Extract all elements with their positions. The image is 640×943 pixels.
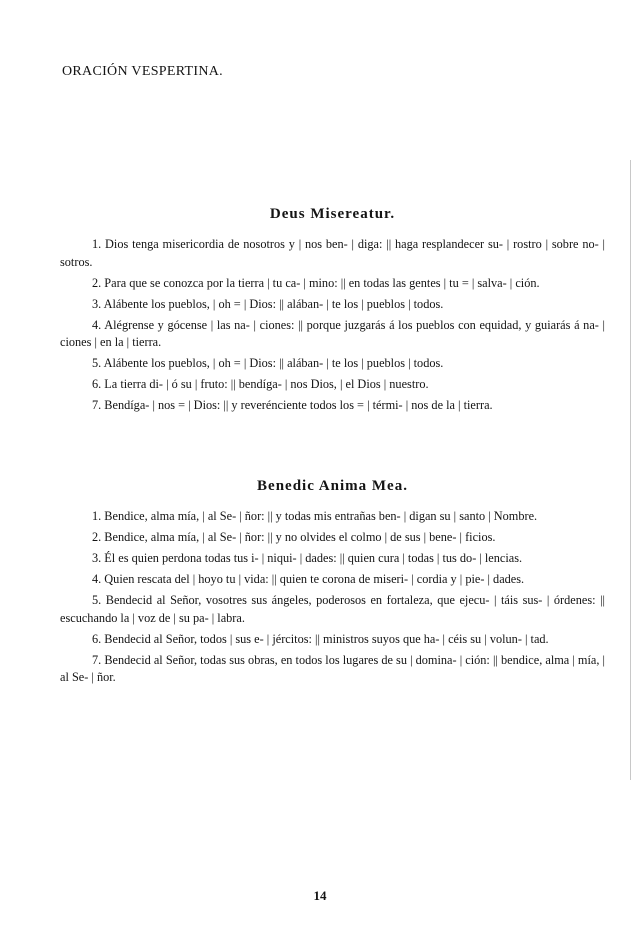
verse: 6. Bendecid al Señor, todos | sus e- | jércitos: || ministros suyos que ha- | céis su | volun- | tad. — [92, 631, 549, 646]
verse: 7. Bendíga- | nos = | Dios: || y reverénciente todos los = | térmi- | nos de la | tierra. — [92, 398, 493, 412]
verse: 7. Bendecid al Señor, todas sus obras, en todos los lugares de su | domina- | ción: || bendice, alma | mía, | al Se- | ñor. — [60, 652, 605, 684]
verse: 1. Dios tenga misericordia de nosotros y | nos ben- | diga: || haga resplandecer su- | rostro | sobre no- | sotros. — [60, 237, 605, 269]
verse: 5. Bendecid al Señor, vosotres sus ángeles, poderosos en fortaleza, que ejecu- | táis sus- | órdenes: || escuchando la | voz de | su pa- | labra. — [60, 593, 605, 625]
verse: 4. Quien rescata del | hoyo tu | vida: || quien te corona de miseri- | cordia y | pie- | dades. — [92, 572, 525, 586]
verse: 2. Para que se conozca por la tierra | tu ca- | mino: || en todas las gentes | tu = | salva- | ción. — [92, 275, 540, 290]
psalm-benedic-anima-mea — [60, 478, 605, 690]
verse: 3. Él es quien perdona todas tus i- | niqui- | dades: || quien cura | todas | tus do- | lencias. — [92, 551, 523, 565]
verse: 3. Alábente los pueblos, | oh = | Dios: || alában- | te los | pueblos | todos. — [92, 296, 444, 311]
psalm-title: Deus Misereatur. — [269, 206, 396, 222]
psalm-deus-misereatur — [60, 206, 605, 418]
psalm-title: Benedic Anima Mea. — [257, 478, 408, 494]
verse: 6. La tierra di- | ó su | fruto: || bendíga- | nos Dios, | el Dios | nuestro. — [92, 377, 429, 391]
verse: 4. Alégrense y gócense | las na- | ciones: || porque juzgarás á los pueblos con equidad, y guiarás á na- | ciones | en la | tierra. — [60, 317, 605, 349]
page-edge-line — [630, 160, 631, 780]
page-header: ORACIÓN VESPERTINA. — [62, 64, 223, 79]
page-number: 14 — [313, 888, 327, 903]
verse: 5. Alábente los pueblos, | oh = | Dios: || alában- | te los | pueblos | todos. — [92, 356, 444, 370]
verse: 2. Bendice, alma mía, | al Se- | ñor: || y no olvides el colmo | de sus | bene- | ficios. — [92, 530, 496, 544]
verse: 1. Bendice, alma mía, | al Se- | ñor: || y todas mis entrañas ben- | digan su | santo | Nombre. — [92, 509, 538, 523]
